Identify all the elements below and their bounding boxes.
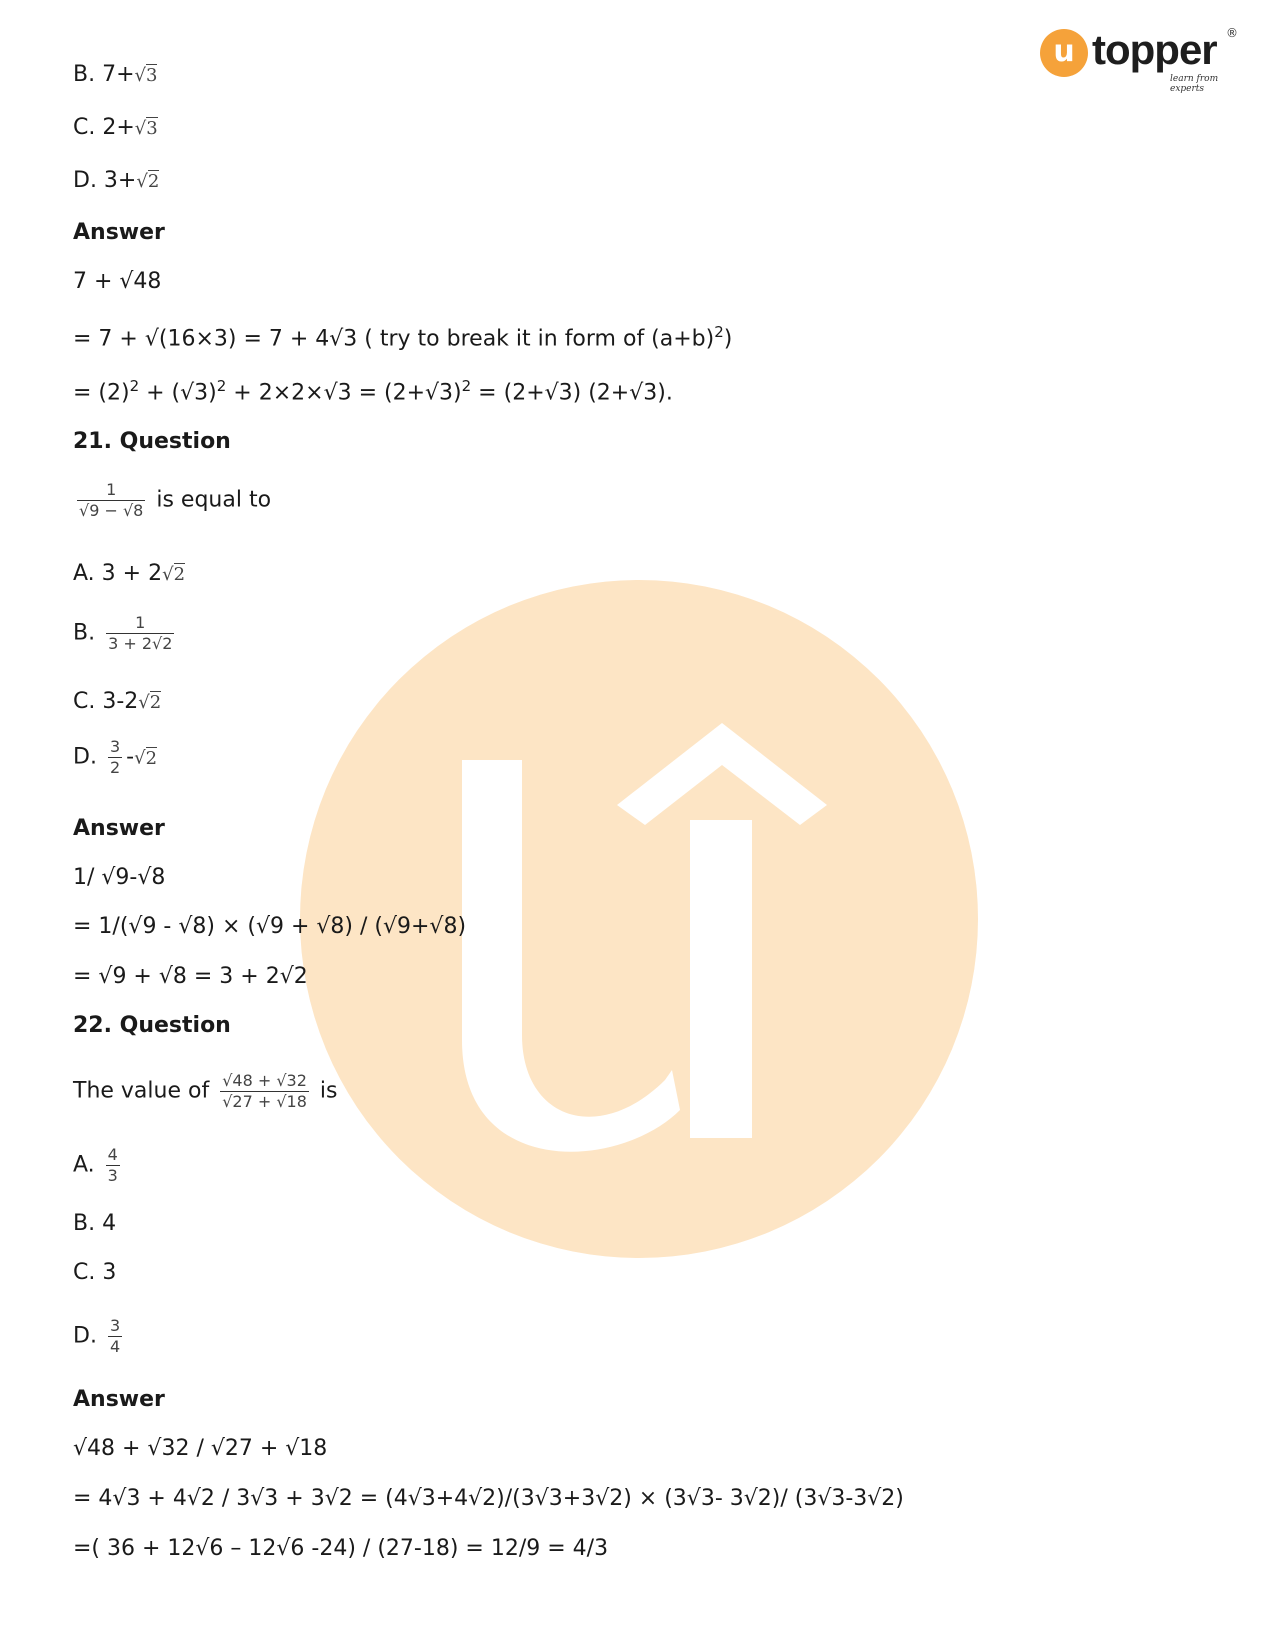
- logo-tagline: learn from experts: [1170, 74, 1219, 94]
- q21-step-1: 1/ √9-√8: [73, 865, 166, 890]
- prev-answer-heading: Answer: [73, 220, 165, 245]
- q21-step-3: = √9 + √8 = 3 + 2√2: [73, 964, 308, 989]
- prev-option-c: C. 2+√3: [73, 115, 158, 140]
- q21-fraction: $\frac{1}{√9 - √8}$: [79, 480, 144, 520]
- q22-heading: 22. Question: [73, 1013, 231, 1038]
- q22-option-b: B. 4: [73, 1211, 117, 1236]
- q22-answer-heading: Answer: [73, 1387, 165, 1412]
- q22-step-1: √48 + √32 / √27 + √18: [73, 1436, 328, 1461]
- prev-step-1: 7 + √48: [73, 269, 162, 294]
- registered-mark: ®: [1226, 26, 1238, 40]
- logo-u-icon: u: [1040, 29, 1088, 77]
- q21-option-a: A. 3 + 2√2: [73, 561, 186, 586]
- q21-option-d: D. $\frac{3}{2}$ -√2: [73, 737, 158, 777]
- q22-step-2: = 4√3 + 4√2 / 3√3 + 3√2 = (4√3+4√2)/(3√3+3√2) × (3√3- 3√2)/ (3√3-3√2): [73, 1486, 904, 1511]
- q22-option-c: C. 3: [73, 1260, 117, 1285]
- prev-step-3: = $(2)^2 + (√3)^2 + 2\times 2\times√3 = (2+√3)^2 = (2+√3)$ (2+√3).: [73, 377, 673, 406]
- logo-wordmark: topper: [1092, 26, 1217, 73]
- q21-answer-heading: Answer: [73, 816, 165, 841]
- q21-step-2: = 1/(√9 - √8) × (√9 + √8) / (√9+√8): [73, 914, 467, 939]
- q22-option-a: A. $\frac{4}{3}$: [73, 1145, 118, 1185]
- q21-option-c: C. 3-2√2: [73, 689, 162, 714]
- q22-step-3: =( 36 + 12√6 – 12√6 -24) / (27-18) = 12/9 = 4/3: [73, 1536, 609, 1561]
- prev-step-2: = 7 + √(16×3) = 7 + 4√3 ( try to break it in form of $(a+b)^2$): [73, 323, 733, 352]
- prev-option-b: B. 7+√3: [73, 62, 158, 87]
- q22-fraction: $\frac{√48 + √32}{√27 + √18}$: [222, 1071, 307, 1111]
- topper-logo: [1040, 26, 1240, 94]
- q22-option-d: D. $\frac{3}{4}$: [73, 1316, 121, 1356]
- q21-heading: 21. Question: [73, 429, 231, 454]
- q21-option-b: B. $\frac{1}{3 + 2√2}$: [73, 613, 173, 653]
- q22-prompt: The value of $\frac{√48 + √32}{√27 + √18}$ is: [73, 1071, 338, 1111]
- prev-option-d: D. 3+√2: [73, 168, 160, 193]
- q21-prompt: $\frac{1}{√9 - √8}$ is equal to: [79, 480, 272, 520]
